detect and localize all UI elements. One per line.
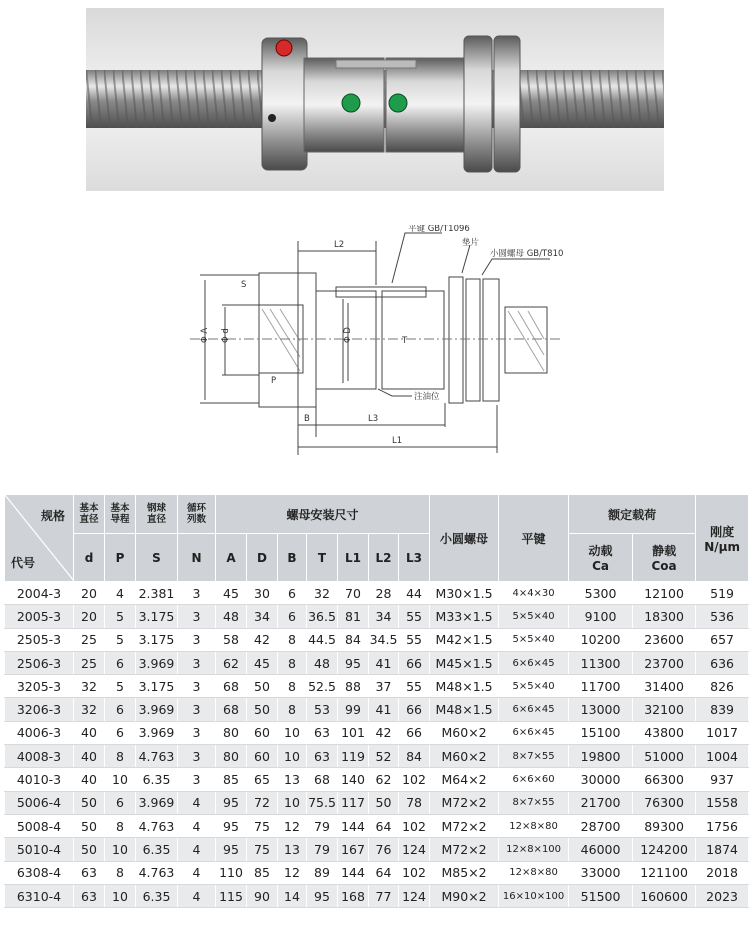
table-cell: M85×2 xyxy=(430,861,499,884)
table-cell: 53 xyxy=(307,698,338,721)
table-cell: 12 xyxy=(278,814,307,837)
table-cell: 95 xyxy=(307,884,338,907)
table-cell: 3.969 xyxy=(136,721,178,744)
table-cell: 102 xyxy=(399,768,430,791)
table-cell: 85 xyxy=(247,861,278,884)
table-cell: 75 xyxy=(247,838,278,861)
table-cell: 124 xyxy=(399,838,430,861)
table-cell: 5006-4 xyxy=(5,791,74,814)
table-cell: 11700 xyxy=(569,675,633,698)
table-cell: 6.35 xyxy=(136,768,178,791)
table-cell: 6.35 xyxy=(136,884,178,907)
table-cell: 32 xyxy=(74,675,105,698)
table-cell: M60×2 xyxy=(430,721,499,744)
table-cell: 80 xyxy=(216,745,247,768)
table-cell: 48 xyxy=(216,605,247,628)
table-cell: 60 xyxy=(247,721,278,744)
table-cell: 4 xyxy=(178,838,216,861)
table-cell: 14 xyxy=(278,884,307,907)
table-cell: 55 xyxy=(399,675,430,698)
table-cell: 34 xyxy=(247,605,278,628)
table-cell: 88 xyxy=(338,675,369,698)
table-cell: 52.5 xyxy=(307,675,338,698)
label-t: T xyxy=(402,336,408,346)
table-cell: 20 xyxy=(74,605,105,628)
table-cell: 21700 xyxy=(569,791,633,814)
table-cell: 1004 xyxy=(696,745,749,768)
table-cell: 68 xyxy=(307,768,338,791)
table-cell: 3 xyxy=(178,768,216,791)
table-cell: 1756 xyxy=(696,814,749,837)
label-small-nut: 小圆螺母 GB/T810 xyxy=(490,249,564,259)
table-cell: 2018 xyxy=(696,861,749,884)
table-cell: 68 xyxy=(216,675,247,698)
header-sym-s: S xyxy=(136,534,178,582)
table-cell: 8 xyxy=(278,698,307,721)
table-cell: 8 xyxy=(105,814,136,837)
table-cell: 6 xyxy=(105,651,136,674)
table-cell: 6 xyxy=(105,721,136,744)
header-sym-b: B xyxy=(278,534,307,582)
table-cell: 32 xyxy=(307,582,338,605)
table-cell: 70 xyxy=(338,582,369,605)
table-cell: M33×1.5 xyxy=(430,605,499,628)
table-cell: 45 xyxy=(216,582,247,605)
table-cell: 40 xyxy=(74,721,105,744)
table-cell: 50 xyxy=(247,675,278,698)
table-row xyxy=(5,814,749,837)
table-cell: 16×10×100 xyxy=(499,884,569,907)
table-cell: 77 xyxy=(369,884,399,907)
table-cell: 72 xyxy=(247,791,278,814)
table-cell: 36.5 xyxy=(307,605,338,628)
table-cell: 10 xyxy=(278,745,307,768)
table-cell: 51000 xyxy=(633,745,696,768)
table-cell: 20 xyxy=(74,582,105,605)
table-cell: 6310-4 xyxy=(5,884,74,907)
table-cell: 102 xyxy=(399,861,430,884)
table-cell: M72×2 xyxy=(430,814,499,837)
table-cell: M90×2 xyxy=(430,884,499,907)
table-cell: 28700 xyxy=(569,814,633,837)
table-cell: 40 xyxy=(74,745,105,768)
header-nut-dims: 螺母安装尺寸 xyxy=(216,495,430,534)
header-spec-code xyxy=(5,495,74,582)
table-cell: 3.969 xyxy=(136,791,178,814)
table-cell: 48 xyxy=(307,651,338,674)
table-cell: 10 xyxy=(278,721,307,744)
table-cell: 32 xyxy=(74,698,105,721)
spec-table-body xyxy=(5,582,749,908)
table-cell: 13 xyxy=(278,838,307,861)
label-l2: L2 xyxy=(334,240,345,250)
table-cell: 64 xyxy=(369,814,399,837)
table-cell: 519 xyxy=(696,582,749,605)
table-cell: 58 xyxy=(216,628,247,651)
table-cell: 3.969 xyxy=(136,698,178,721)
table-cell: 62 xyxy=(216,651,247,674)
spec-table xyxy=(4,494,749,908)
table-cell: 12×8×100 xyxy=(499,838,569,861)
table-cell: 68 xyxy=(216,698,247,721)
table-row xyxy=(5,675,749,698)
header-static-load: 静载 Coa xyxy=(633,534,696,582)
table-cell: M72×2 xyxy=(430,838,499,861)
header-spec: 规格 xyxy=(40,509,65,523)
header-sym-l3: L3 xyxy=(399,534,430,582)
label-oil: 注油位 xyxy=(414,392,440,402)
table-cell: 1017 xyxy=(696,721,749,744)
table-cell: 32100 xyxy=(633,698,696,721)
table-cell: 4010-3 xyxy=(5,768,74,791)
header-dynamic-load: 动载 Ca xyxy=(569,534,633,582)
table-cell: 37 xyxy=(369,675,399,698)
table-cell: 6 xyxy=(278,605,307,628)
table-cell: 4 xyxy=(178,814,216,837)
table-cell: 4006-3 xyxy=(5,721,74,744)
table-cell: 3 xyxy=(178,628,216,651)
table-cell: 3 xyxy=(178,698,216,721)
table-cell: 60 xyxy=(247,745,278,768)
table-cell: 75 xyxy=(247,814,278,837)
table-cell: 95 xyxy=(338,651,369,674)
table-cell: 160600 xyxy=(633,884,696,907)
table-cell: 3205-3 xyxy=(5,675,74,698)
table-cell: 3 xyxy=(178,582,216,605)
table-cell: 66 xyxy=(399,698,430,721)
table-cell: 40 xyxy=(74,768,105,791)
table-row xyxy=(5,768,749,791)
table-cell: 55 xyxy=(399,605,430,628)
table-cell: 63 xyxy=(74,861,105,884)
label-p: P xyxy=(271,376,277,386)
table-cell: 6×6×60 xyxy=(499,768,569,791)
table-cell: 5 xyxy=(105,628,136,651)
table-cell: 5 xyxy=(105,605,136,628)
header-sym-n: N xyxy=(178,534,216,582)
table-cell: 63 xyxy=(307,745,338,768)
table-cell: 50 xyxy=(247,698,278,721)
table-cell: 124200 xyxy=(633,838,696,861)
table-cell: 63 xyxy=(307,721,338,744)
table-row xyxy=(5,791,749,814)
table-cell: M48×1.5 xyxy=(430,675,499,698)
table-row xyxy=(5,884,749,907)
table-cell: M48×1.5 xyxy=(430,698,499,721)
table-cell: 5 xyxy=(105,675,136,698)
table-cell: 2005-3 xyxy=(5,605,74,628)
table-cell: 101 xyxy=(338,721,369,744)
header-sym-a: A xyxy=(216,534,247,582)
table-cell: 76300 xyxy=(633,791,696,814)
table-cell: 23700 xyxy=(633,651,696,674)
label-flat-key: 平键 GB/T1096 xyxy=(408,225,470,234)
table-cell: 66 xyxy=(399,651,430,674)
table-cell: 31400 xyxy=(633,675,696,698)
table-cell: 78 xyxy=(399,791,430,814)
table-cell: 12×8×80 xyxy=(499,861,569,884)
table-cell: 43800 xyxy=(633,721,696,744)
table-cell: 4 xyxy=(178,791,216,814)
table-cell: 119 xyxy=(338,745,369,768)
table-cell: 25 xyxy=(74,628,105,651)
header-code: 代号 xyxy=(11,556,36,570)
table-cell: M45×1.5 xyxy=(430,651,499,674)
table-cell: 12 xyxy=(278,861,307,884)
table-cell: 3.175 xyxy=(136,675,178,698)
table-cell: 168 xyxy=(338,884,369,907)
table-cell: 50 xyxy=(74,814,105,837)
table-cell: 2505-3 xyxy=(5,628,74,651)
table-cell: 117 xyxy=(338,791,369,814)
table-cell: 3 xyxy=(178,675,216,698)
table-cell: 826 xyxy=(696,675,749,698)
table-cell: 79 xyxy=(307,814,338,837)
table-cell: 6 xyxy=(105,698,136,721)
table-cell: 4 xyxy=(178,884,216,907)
table-cell: 85 xyxy=(216,768,247,791)
table-cell: 46000 xyxy=(569,838,633,861)
table-cell: 30 xyxy=(247,582,278,605)
table-cell: 81 xyxy=(338,605,369,628)
table-cell: 8 xyxy=(105,861,136,884)
table-row xyxy=(5,582,749,605)
table-cell: 63 xyxy=(74,884,105,907)
table-cell: 62 xyxy=(369,768,399,791)
label-washer: 垫片 xyxy=(462,238,480,248)
table-cell: 6 xyxy=(278,582,307,605)
table-cell: 102 xyxy=(399,814,430,837)
table-cell: 8×7×55 xyxy=(499,791,569,814)
header-sym-t: T xyxy=(307,534,338,582)
table-cell: 3.175 xyxy=(136,628,178,651)
table-cell: 10200 xyxy=(569,628,633,651)
table-cell: 34 xyxy=(369,605,399,628)
table-cell: 79 xyxy=(307,838,338,861)
table-cell: 6308-4 xyxy=(5,861,74,884)
table-cell: 55 xyxy=(399,628,430,651)
table-cell: 19800 xyxy=(569,745,633,768)
table-cell: 2506-3 xyxy=(5,651,74,674)
label-b: B xyxy=(304,414,310,424)
header-ball-dia: 钢球 直径 xyxy=(136,495,178,534)
table-cell: 18300 xyxy=(633,605,696,628)
table-cell: 3 xyxy=(178,651,216,674)
table-cell: 110 xyxy=(216,861,247,884)
table-cell: 80 xyxy=(216,721,247,744)
header-sym-l1: L1 xyxy=(338,534,369,582)
table-cell: 3 xyxy=(178,721,216,744)
table-row xyxy=(5,861,749,884)
table-cell: 4 xyxy=(178,861,216,884)
table-cell: 5×5×40 xyxy=(499,605,569,628)
table-cell: 51500 xyxy=(569,884,633,907)
table-cell: 89300 xyxy=(633,814,696,837)
table-cell: 839 xyxy=(696,698,749,721)
table-row xyxy=(5,628,749,651)
table-cell: 10 xyxy=(105,838,136,861)
table-cell: 3206-3 xyxy=(5,698,74,721)
table-cell: 6 xyxy=(105,791,136,814)
table-cell: 10 xyxy=(105,884,136,907)
table-cell: 8 xyxy=(278,628,307,651)
table-cell: 42 xyxy=(369,721,399,744)
table-cell: 50 xyxy=(369,791,399,814)
table-cell: 13 xyxy=(278,768,307,791)
table-cell: 3 xyxy=(178,745,216,768)
table-cell: 76 xyxy=(369,838,399,861)
table-cell: 1558 xyxy=(696,791,749,814)
table-cell: 95 xyxy=(216,814,247,837)
table-cell: 5300 xyxy=(569,582,633,605)
table-row xyxy=(5,651,749,674)
table-cell: 50 xyxy=(74,838,105,861)
header-flat-key: 平键 xyxy=(499,495,569,582)
table-row xyxy=(5,721,749,744)
table-cell: M64×2 xyxy=(430,768,499,791)
table-cell: 8×7×55 xyxy=(499,745,569,768)
table-cell: 8 xyxy=(105,745,136,768)
table-cell: 34.5 xyxy=(369,628,399,651)
label-l1: L1 xyxy=(392,436,403,446)
table-cell: 90 xyxy=(247,884,278,907)
table-cell: 2004-3 xyxy=(5,582,74,605)
table-cell: 636 xyxy=(696,651,749,674)
table-cell: 3 xyxy=(178,605,216,628)
table-cell: 1874 xyxy=(696,838,749,861)
table-cell: 41 xyxy=(369,698,399,721)
table-cell: 44.5 xyxy=(307,628,338,651)
header-sym-p: P xyxy=(105,534,136,582)
ball-screw-illustration xyxy=(86,8,664,191)
table-row xyxy=(5,745,749,768)
table-cell: 99 xyxy=(338,698,369,721)
label-dia-big-d: Φ D xyxy=(343,327,353,343)
table-cell: 121100 xyxy=(633,861,696,884)
table-cell: 2023 xyxy=(696,884,749,907)
table-cell: 25 xyxy=(74,651,105,674)
table-cell: 124 xyxy=(399,884,430,907)
table-cell: 4×4×30 xyxy=(499,582,569,605)
table-cell: 8 xyxy=(278,675,307,698)
table-cell: 42 xyxy=(247,628,278,651)
header-basic-dia: 基本 直径 xyxy=(74,495,105,534)
table-cell: 144 xyxy=(338,814,369,837)
table-cell: 30000 xyxy=(569,768,633,791)
table-cell: 167 xyxy=(338,838,369,861)
table-cell: 23600 xyxy=(633,628,696,651)
table-cell: 144 xyxy=(338,861,369,884)
table-cell: 12×8×80 xyxy=(499,814,569,837)
table-cell: 4.763 xyxy=(136,814,178,837)
header-sym-l2: L2 xyxy=(369,534,399,582)
table-cell: 4008-3 xyxy=(5,745,74,768)
table-cell: 66300 xyxy=(633,768,696,791)
technical-drawing xyxy=(0,225,750,465)
label-s: S xyxy=(241,280,247,290)
table-cell: 6.35 xyxy=(136,838,178,861)
table-cell: 52 xyxy=(369,745,399,768)
table-cell: 65 xyxy=(247,768,278,791)
table-cell: 44 xyxy=(399,582,430,605)
label-l3: L3 xyxy=(368,414,379,424)
table-row xyxy=(5,838,749,861)
table-cell: 3.175 xyxy=(136,605,178,628)
header-small-nut: 小圆螺母 xyxy=(430,495,499,582)
table-cell: 84 xyxy=(399,745,430,768)
table-cell: 13000 xyxy=(569,698,633,721)
table-cell: M72×2 xyxy=(430,791,499,814)
table-cell: 6×6×45 xyxy=(499,698,569,721)
table-cell: 12100 xyxy=(633,582,696,605)
ball-screw-photo xyxy=(86,8,664,191)
table-cell: 4.763 xyxy=(136,745,178,768)
table-cell: 89 xyxy=(307,861,338,884)
table-cell: 84 xyxy=(338,628,369,651)
header-sym-dd: D xyxy=(247,534,278,582)
table-cell: 50 xyxy=(74,791,105,814)
table-cell: 657 xyxy=(696,628,749,651)
table-cell: 28 xyxy=(369,582,399,605)
table-cell: 15100 xyxy=(569,721,633,744)
table-cell: 937 xyxy=(696,768,749,791)
table-cell: 6×6×45 xyxy=(499,721,569,744)
table-cell: 11300 xyxy=(569,651,633,674)
table-cell: 536 xyxy=(696,605,749,628)
table-cell: 5×5×40 xyxy=(499,628,569,651)
table-cell: 5010-4 xyxy=(5,838,74,861)
table-cell: 3.969 xyxy=(136,651,178,674)
table-cell: 10 xyxy=(105,768,136,791)
table-cell: 5×5×40 xyxy=(499,675,569,698)
table-cell: 66 xyxy=(399,721,430,744)
table-cell: 95 xyxy=(216,791,247,814)
table-cell: 140 xyxy=(338,768,369,791)
table-cell: 10 xyxy=(278,791,307,814)
table-cell: 8 xyxy=(278,651,307,674)
label-dia-d: Φ d xyxy=(221,328,231,343)
table-cell: 41 xyxy=(369,651,399,674)
label-dia-a: Φ A xyxy=(200,327,210,343)
table-cell: 115 xyxy=(216,884,247,907)
header-basic-lead: 基本 导程 xyxy=(105,495,136,534)
table-cell: 75.5 xyxy=(307,791,338,814)
header-circuits: 循环 列数 xyxy=(178,495,216,534)
header-sym-d: d xyxy=(74,534,105,582)
table-cell: 6×6×45 xyxy=(499,651,569,674)
table-cell: 5008-4 xyxy=(5,814,74,837)
table-row xyxy=(5,605,749,628)
table-cell: 95 xyxy=(216,838,247,861)
table-cell: M60×2 xyxy=(430,745,499,768)
table-cell: 64 xyxy=(369,861,399,884)
table-cell: 9100 xyxy=(569,605,633,628)
header-rated-load: 额定载荷 xyxy=(569,495,696,534)
table-row xyxy=(5,698,749,721)
header-stiffness: 刚度 N/μm xyxy=(696,495,749,582)
table-cell: M42×1.5 xyxy=(430,628,499,651)
table-cell: 2.381 xyxy=(136,582,178,605)
table-cell: 33000 xyxy=(569,861,633,884)
table-cell: 45 xyxy=(247,651,278,674)
table-cell: 4 xyxy=(105,582,136,605)
table-cell: M30×1.5 xyxy=(430,582,499,605)
table-cell: 4.763 xyxy=(136,861,178,884)
